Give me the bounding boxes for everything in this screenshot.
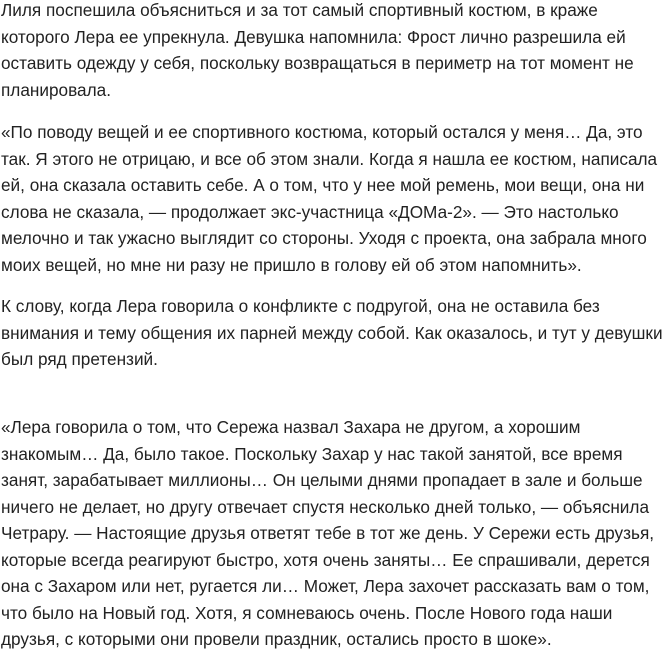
- article-paragraph-3: К слову, когда Лера говорила о конфликте с подругой, она не оставила без внимания и тему общения их парней между собой. Как оказалось, и тут у девушки был ряд претензий.: [1, 296, 663, 369]
- article-paragraph-1: Лиля поспешила объясниться и за тот самый спортивный костюм, в краже которого Лера ее упрекнула. Девушка напомнила: Фрост лично разрешила ей оставить одежду у себя, поскольку возвращаться в периметр на тот момент не планировала.: [1, 0, 634, 100]
- article-paragraph-2: «По поводу вещей и ее спортивного костюма, который остался у меня… Да, это так. Я этого не отрицаю, и все об этом знали. Когда я нашла ее костюм, написала ей, она сказала оставить себе. А о том, что у нее мой ремень, мои вещи, она ни слова не сказала, — продолжает экс-участница «ДОМа-2». — Это настолько мелочно и так ужасно выглядит со стороны. Уходя с проекта, она забрала много моих вещей, но мне ни разу не пришло в голову ей об этом напомнить».: [1, 122, 658, 275]
- article-paragraph-4: «Лера говорила о том, что Сережа назвал Захара не другом, а хорошим знакомым… Да, было такое. Поскольку Захар у нас такой занятой, все время занят, зарабатывает миллионы… Он целыми днями пропадает в зале и больше ничего не делает, но другу отвечает спустя несколько дней только, — объяснила Четрару. — Настоящие друзья ответят тебе в тот же день. У Сережи есть друзья, которые всегда реагируют быстро, хотя очень заняты… Ее спрашивали, дерется она с Захаром или нет, ругается ли… Может, Лера захочет рассказать вам о том, что было на Новый год. Хотя, я сомневаюсь очень. После Нового года наши друзья, с которыми они провели праздник, остались просто в шоке».: [1, 417, 655, 649]
